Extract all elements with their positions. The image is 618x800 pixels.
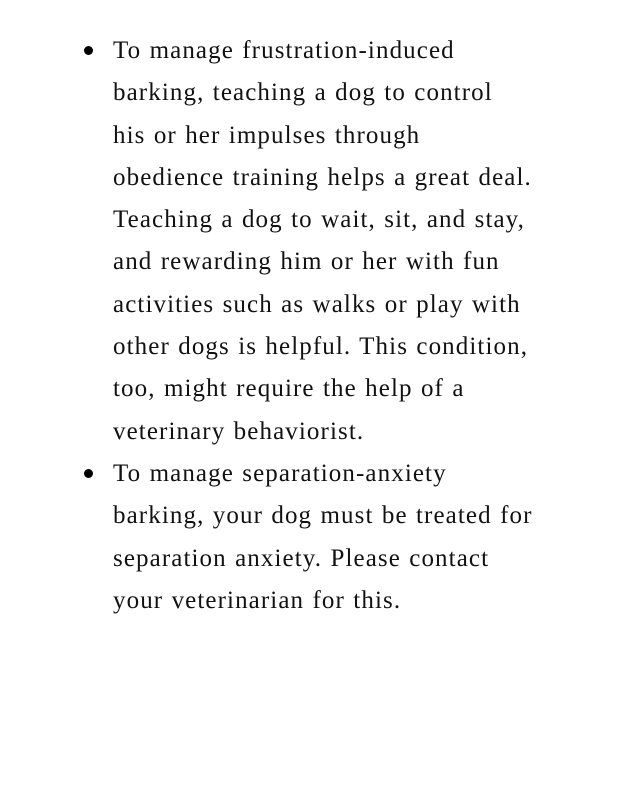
list-item xyxy=(84,453,604,622)
bullet-icon xyxy=(84,469,93,478)
list-item xyxy=(84,30,604,453)
list-item-text: To manage separation-anxiety barking, your dog must be treated for separation anxiety. Please contact your veterinarian for this. xyxy=(113,459,533,614)
bullet-list xyxy=(84,30,604,622)
bullet-icon xyxy=(84,46,93,55)
list-item-text: To manage frustration-induced barking, teaching a dog to control his or her impulses through obedience training helps a great deal. Teaching a dog to wait, sit, and stay, and rewarding him or her with fun activities such as walks or play with other dogs is helpful. This condition, too, might require the help of a veterinary behaviorist. xyxy=(113,37,532,445)
